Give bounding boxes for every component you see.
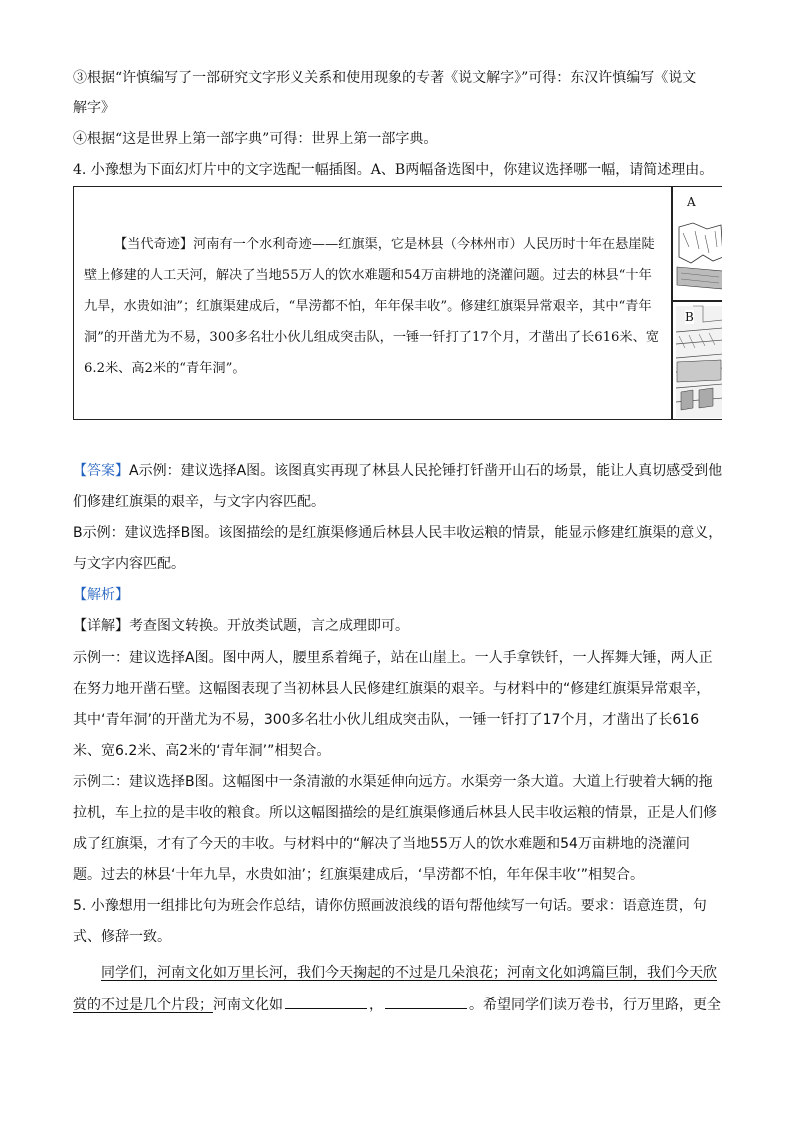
answer-a-line: A示例：建议选择A图。该图真实再现了林县人民抡锤打钎凿开山石的场景，能让人真切感受到他: [129, 463, 723, 479]
detail-text: 考查图文转换。开放类试题，言之成理即可。: [129, 618, 409, 634]
slide-text: [84, 229, 664, 384]
answer-a-line: 们修建红旗渠的艰辛，与文字内容匹配。: [73, 494, 325, 510]
image-option-a: [672, 186, 722, 301]
prompt-text: 河南文化如: [213, 997, 283, 1013]
answer-b-line: 与文字内容匹配。: [73, 556, 185, 572]
wavy-sentence: 赏的不过是几个片段；: [73, 997, 213, 1013]
slide-tag: 【当代奇迹】: [114, 237, 194, 252]
question-4: 4. 小豫想为下面幻灯片中的文字选配一幅插图。A、B两幅备选图中，你建议选择哪一幅，请简述理由。: [73, 162, 714, 178]
answer-tag: 【答案】: [73, 463, 129, 479]
example-1-line: 示例一：建议选择A图。图中两人，腰里系着绳子，站在山崖上。一人手拿铁钎，一人挥舞大锤，两人正: [73, 650, 713, 666]
slide-box: [73, 186, 672, 420]
text-line: ③根据“许慎编写了一部研究文字形义关系和使用现象的专著《说文解字》”可得：东汉许慎编写《说文: [73, 70, 697, 86]
image-b-label: B: [685, 310, 694, 324]
canal-illustration-icon: [673, 302, 722, 420]
example-2-line: 成了红旗渠，才有了今天的丰收。与材料中的“解决了当地55万人的饮水难题和54万亩耕地的浇灌问: [73, 836, 690, 852]
answer-b-line: B示例：建议选择B图。该图描绘的是红旗渠修通后林县人民丰收运粮的情景，能显示修建红旗渠的意义，: [73, 525, 723, 541]
image-option-b: [672, 301, 722, 420]
example-1-line: 在努力地开凿石壁。这幅图表现了当初林县人民修建红旗渠的艰辛。与材料中的“修建红旗渠异常艰辛，: [73, 681, 711, 697]
example-2-line: 示例二：建议选择B图。这幅图中一条清澈的水渠延伸向远方。水渠旁一条大道。大道上行驶着大辆的拖: [73, 774, 713, 790]
example-2-line: 题。过去的林县‘十年九旱，水贵如油’；红旗渠建成后，‘旱涝都不怕，年年保丰收’”相契合。: [73, 867, 645, 883]
prompt-sep: ，: [369, 997, 383, 1013]
text-line: ④根据“这是世界上第一部字典”可得：世界上第一部字典。: [73, 131, 438, 147]
image-a-label: A: [687, 195, 696, 209]
detail-tag: 【详解】: [73, 618, 129, 634]
example-1-line: 其中‘青年洞’的开凿尤为不易，300多名壮小伙儿组成突击队，一锤一钎打了17个月，才凿出了长616: [73, 712, 700, 728]
text-line: 解字》: [73, 100, 115, 116]
slide-body: 河南有一个水利奇迹——红旗渠，它是林县（今林州市）人民历时十年在悬崖陡壁上修建的人工天河，解决了当地55万人的饮水难题和54万亩耕地的浇灌问题。过去的林县“十年九旱，水贵如油”；红旗渠建成后，“旱涝都不怕，年年保丰收”。修建红旗渠异常艰辛，其中“青年洞”的开凿尤为不易，300多名壮小伙儿组成突击队，一锤一钎打了17个月，才凿出了长616米、宽6.2米、高2米的“青年洞”。: [84, 237, 659, 376]
question-5: 式、修辞一致。: [73, 929, 171, 945]
question-5: 5. 小豫想用一组排比句为班会作总结，请你仿照画波浪线的语句帮他续写一句话。要求：语意连贯，句: [73, 898, 707, 914]
cliff-illustration-icon: [673, 187, 722, 301]
example-2-line: 拉机，车上拉的是丰收的粮食。所以这幅图描绘的是红旗渠修通后林县人民丰收运粮的情景，正是人们修: [73, 805, 717, 821]
answer-blank-1[interactable]: [285, 994, 367, 1009]
prompt-text: 。希望同学们读万卷书，行万里路，更全: [469, 997, 721, 1013]
example-1-line: 米、宽6.2米、高2米的‘青年洞’”相契合。: [73, 743, 331, 759]
answer-blank-2[interactable]: [385, 994, 467, 1009]
wavy-sentence: 同学们，河南文化如万里长河，我们今天掬起的不过是几朵浪花；河南文化如鸿篇巨制，我们今天欣: [101, 965, 717, 981]
analysis-tag: 【解析】: [73, 587, 129, 603]
